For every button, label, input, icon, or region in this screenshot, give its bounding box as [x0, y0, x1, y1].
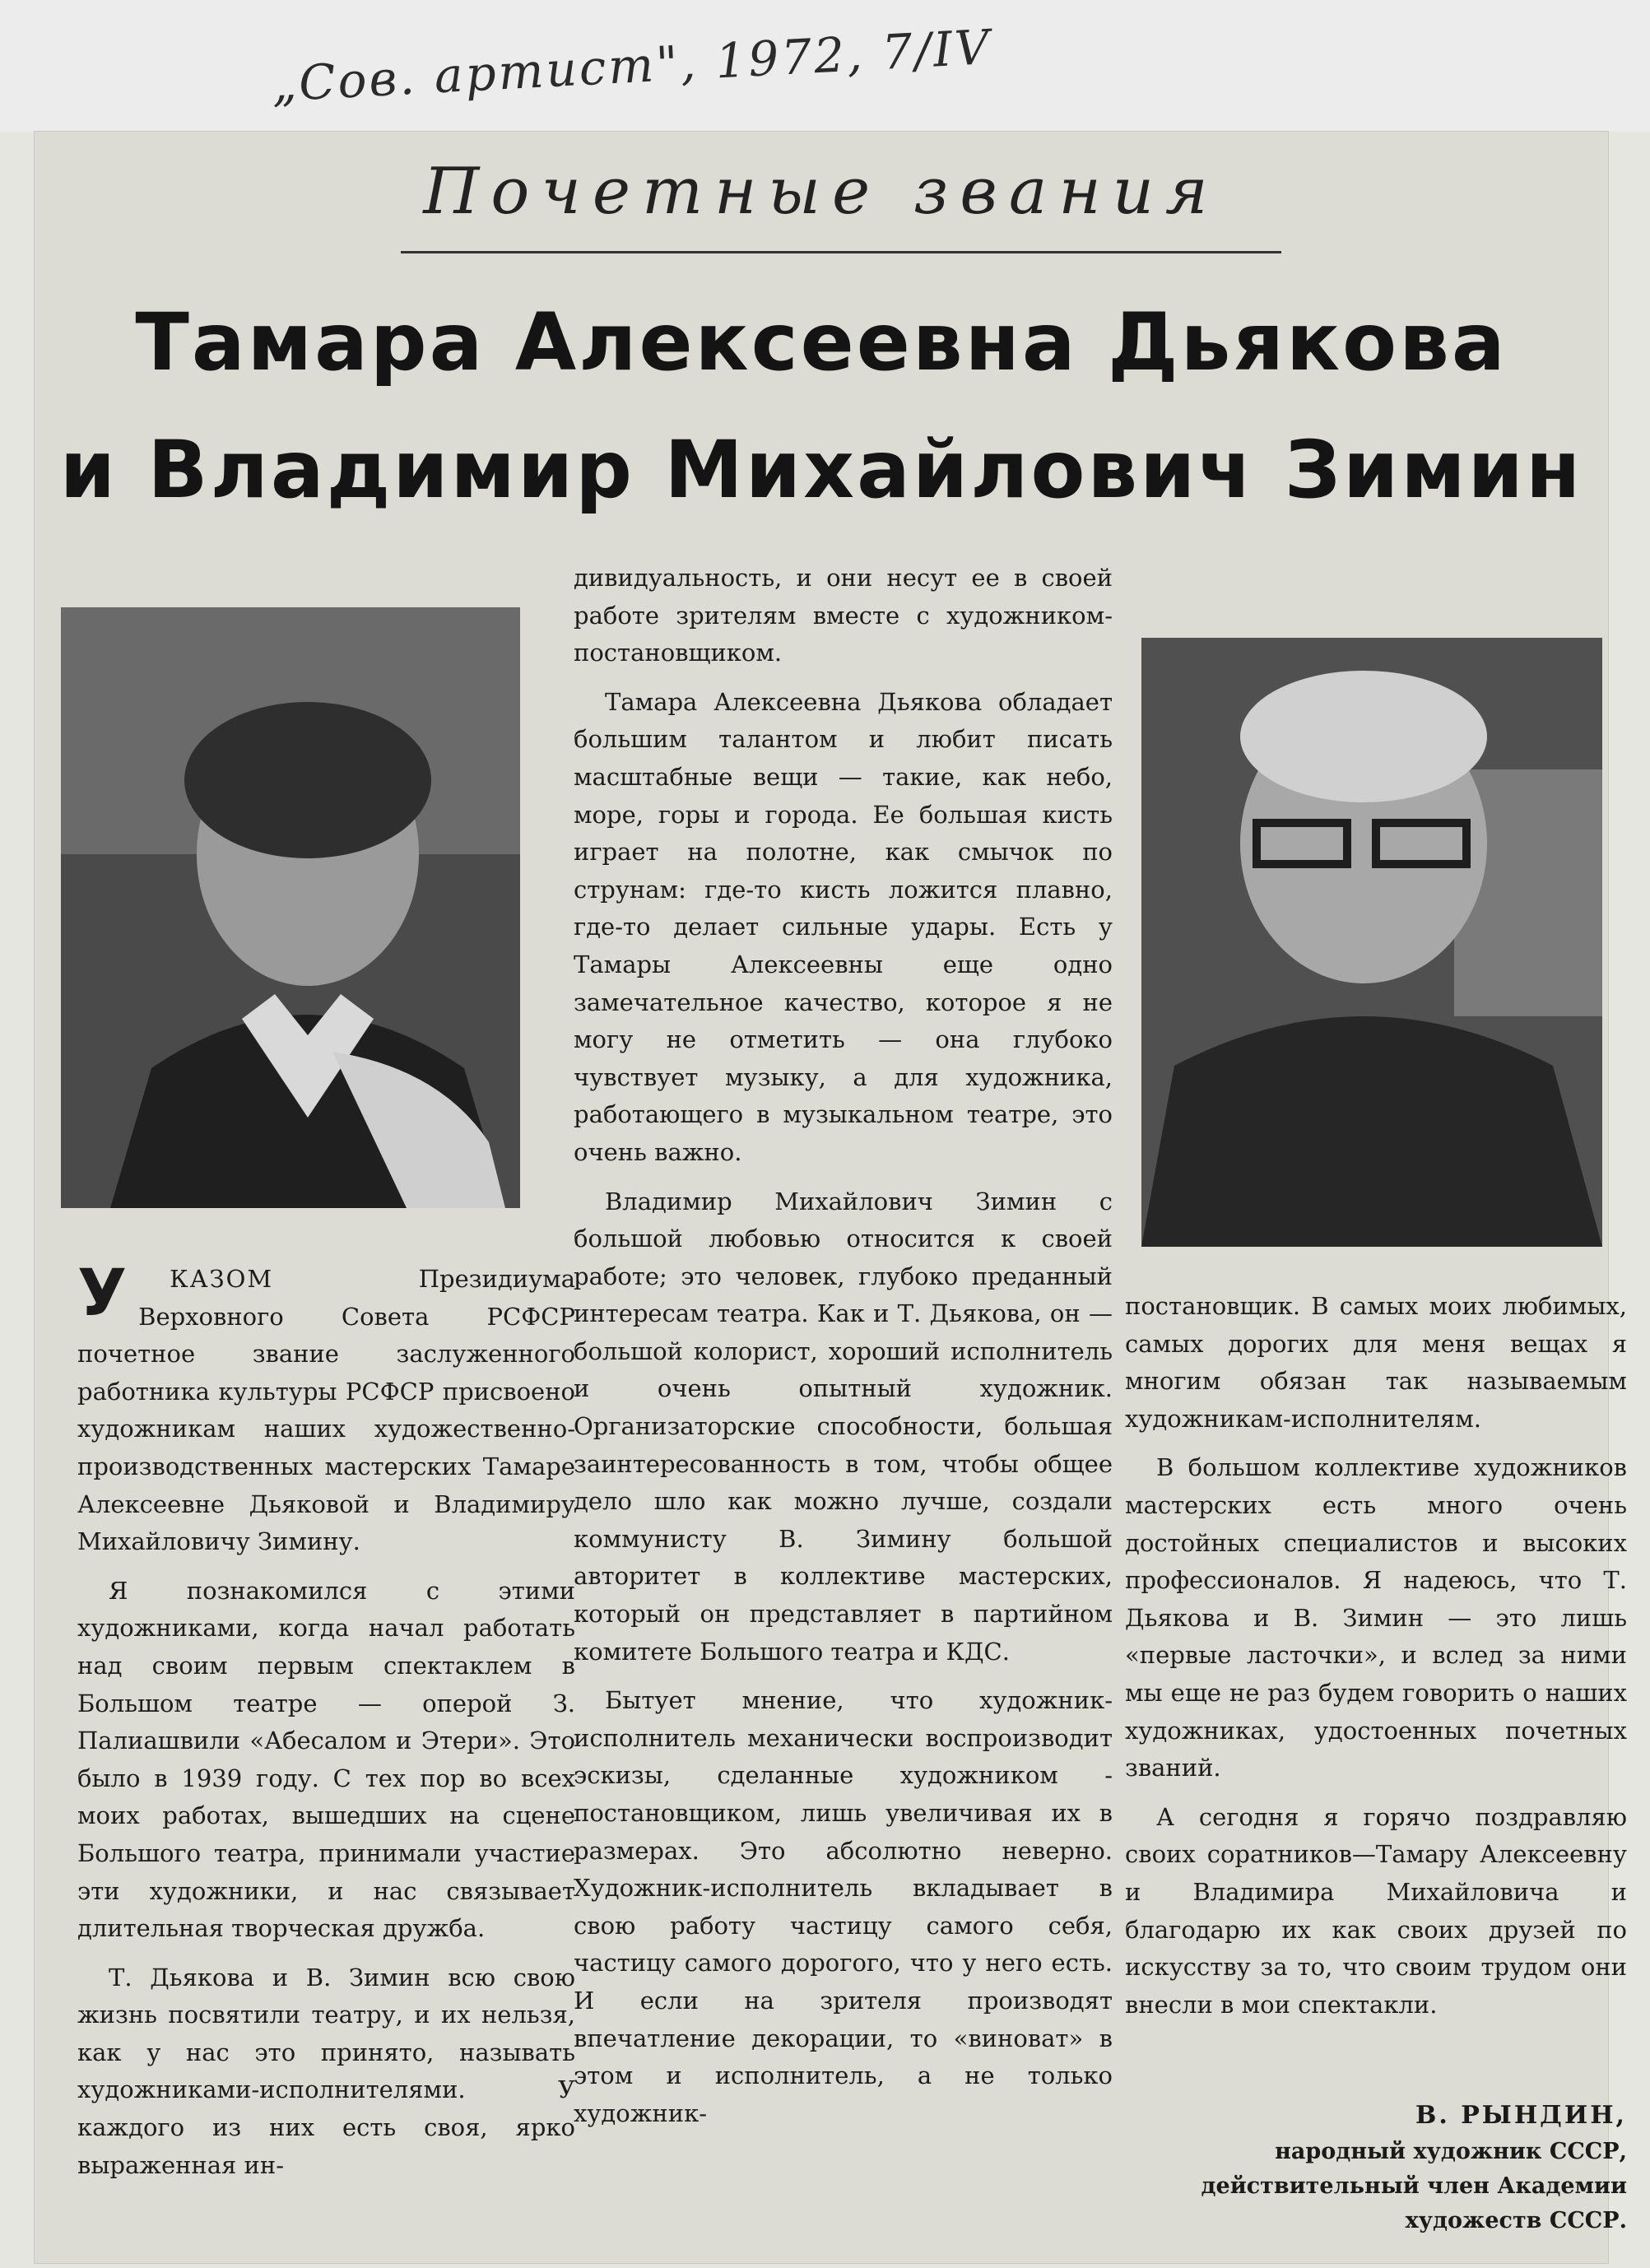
- author-title: [1125, 2135, 1627, 2238]
- article-paragraph-8: А сегодня я горячо поздравляю своих соратников—Тамару Алексеевну и Владимира Михайловича и благодарю их как своих друзей по искусству за то, что своим трудом они внесли в мои спектакли.: [1125, 1802, 1627, 2019]
- author-title-line-2: действительный член Академии: [1201, 2173, 1627, 2199]
- article-paragraph-3-continued: дивидуальность, и они несут ее в своей работе зрителям вместе с художником-постановщиком.: [574, 564, 1113, 667]
- handwritten-source-note: „Сов. артист", 1972, 7/IV: [270, 19, 993, 113]
- paragraph-text: Президиума Верховного Совета РСФСР почетное звание заслуженного работника культуры РСФСР присвоено художникам наших художественно-производственных мастерских Тамаре Алексеевне Дьяковой и Владимиру Михайловичу Зимину.: [77, 1265, 575, 1556]
- article-paragraph-7: В большом коллективе художников мастерских есть много очень достойных специалистов и высоких профессионалов. Я надеюсь, что Т. Дьякова и В. Зимин — это лишь «первые ласточки», и вслед за ними мы еще не раз будем говорить о наших художниках, удостоенных почетных званий.: [1125, 1453, 1627, 1782]
- rubric-divider: [401, 251, 1281, 253]
- article-paragraph-1: [77, 1257, 575, 1561]
- portrait-photo-man: [1141, 638, 1602, 1247]
- article-paragraph-5: Владимир Михайлович Зимин с большой любовью относится к своей работе; это человек, глубоко преданный интересам театра. Как и Т. Дьякова, он — большой колорист, хороший исполнитель и очень опытный художник. Организаторские способности, большая заинтересованность в том, чтобы общее дело шло как можно лучше, создали коммунисту В. Зимину большой авторитет в коллективе мастерских, который он представляет в партийном комитете Большого театра и КДС.: [574, 1187, 1113, 1666]
- headline-line-1: Тамара Алексеевна Дьякова: [135, 296, 1508, 388]
- drop-cap: У: [77, 1257, 128, 1331]
- article-paragraph-6: Бытует мнение, что художник-исполнитель механически воспроизводит эскизы, сделанные художником - постановщиком, лишь увеличивая их в размерах. Это абсолютно неверно. Художник-исполнитель вкладывает в свою работу частицу самого себя, частицу самого дорогого, что у него есть. И если на зрителя производят впечатление декорации, то «виноват» в этом и исполнитель, а не только художник-: [574, 1686, 1113, 2127]
- portrait-photo-woman: [61, 607, 520, 1208]
- article-column-right: [1125, 1288, 1627, 2024]
- author-title-line-3: художеств СССР.: [1405, 2208, 1627, 2233]
- author-title-line-1: народный художник СССР,: [1275, 2139, 1627, 2164]
- author-name: В. РЫНДИН,: [1415, 2101, 1627, 2130]
- article-paragraph-3: Т. Дьякова и В. Зимин всю свою жизнь посвятили театру, и их нельзя, как у нас это принято, называть художниками-исполнителями. У каждого из них есть своя, ярко выраженная ин-: [77, 1963, 575, 2179]
- lead-word: КАЗОМ: [170, 1265, 274, 1293]
- headline-line-2: и Владимир Михайлович Зимин: [59, 424, 1583, 516]
- article-paragraph-2: Я познакомился с этими художниками, когда начал работать над своим первым спектаклем в Большом театре — оперой З. Палиашвили «Абесалом и Этери». Это было в 1939 году. С тех пор во всех моих работах, вышедших на сцене Большого театра, принимали участие эти художники, и нас связывает длительная творческая дружба.: [77, 1576, 575, 1943]
- rubric-title: Почетные звания: [423, 155, 1220, 229]
- article-paragraph-6-continued: постановщик. В самых моих любимых, самых дорогих для меня вещах я многим обязан так называемым художникам-исполнителям.: [1125, 1292, 1627, 1433]
- article-column-middle: [574, 560, 1113, 2132]
- newspaper-clipping: [35, 132, 1627, 2263]
- article-paragraph-4: Тамара Алексеевна Дьякова обладает большим талантом и любит писать масштабные вещи — такие, как небо, море, горы и города. Ее большая кисть играет на полотне, как смычок по струнам: где-то кисть ложится плавно, где-то делает сильные удары. Есть у Тамары Алексеевны еще одно замечательное качество, которое я не могу не отметить — она глубоко чувствует музыку, а для художника, работающего в музыкальном театре, это очень важно.: [574, 687, 1113, 1166]
- article-column-left: [77, 1257, 575, 2184]
